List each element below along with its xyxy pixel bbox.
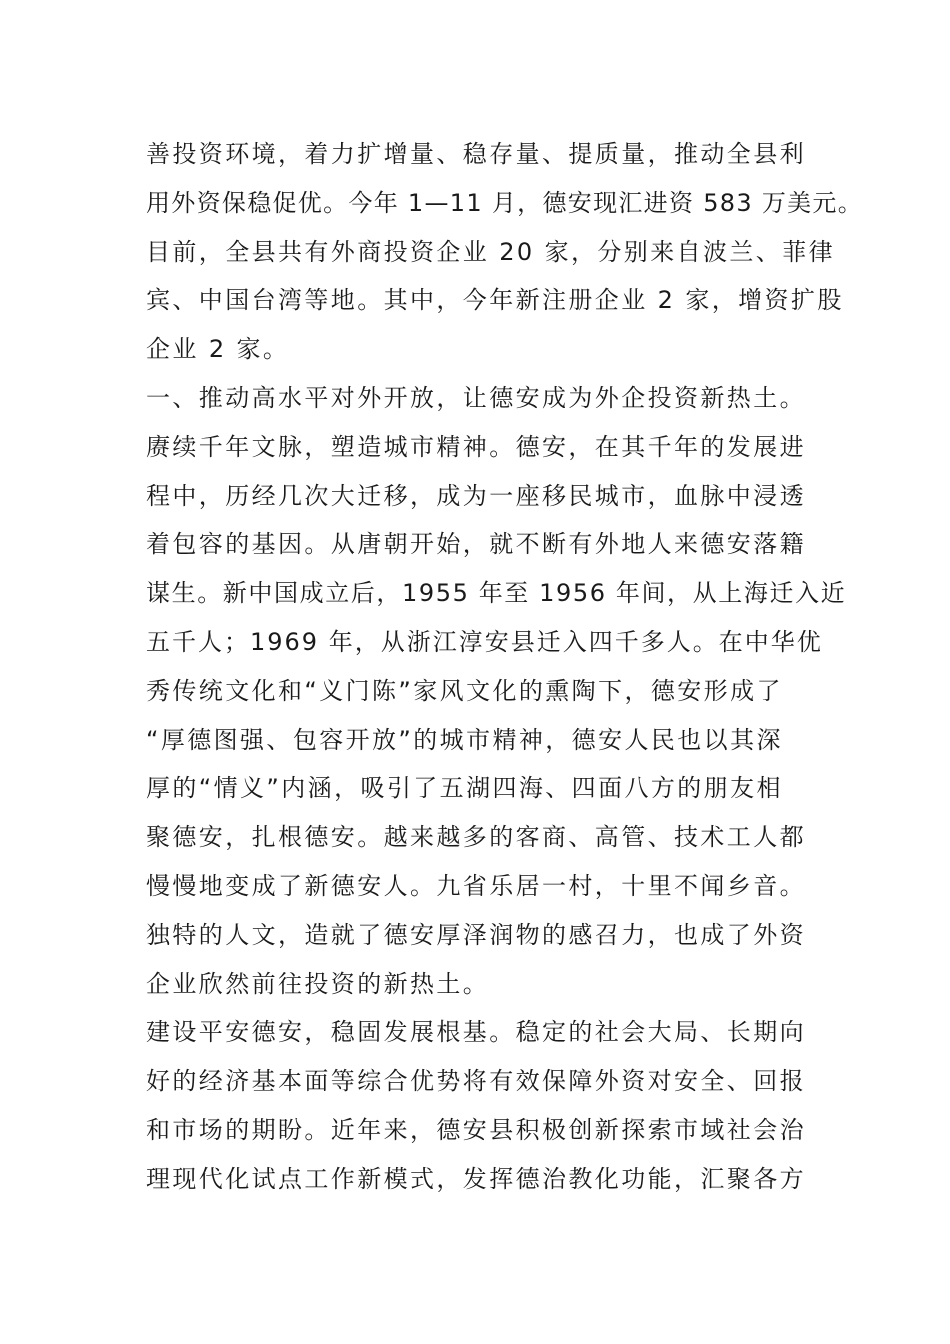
text-line: 赓续千年文脉，塑造城市精神。德安，在其千年的发展进 [146,432,806,461]
paragraph-investment-summary [146,130,864,374]
heading-line: 一、推动高水平对外开放，让德安成为外企投资新热土。 [146,383,806,412]
section-heading [146,374,816,423]
text-line: 目前，全县共有外商投资企业 20 家，分别来自波兰、菲律 [146,237,835,266]
text-line: 和市场的期盼。近年来，德安县积极创新探索市域社会治 [146,1115,806,1144]
text-line: 理现代化试点工作新模式，发挥德治教化功能，汇聚各方 [146,1164,806,1193]
text-line: 谋生。新中国成立后，1955 年至 1956 年间，从上海迁入近 [146,579,847,608]
text-line: 善投资环境，着力扩增量、稳存量、提质量，推动全县利 [146,140,806,168]
text-line: 用外资保稳促优。今年 1—11 月，德安现汇进资 583 万美元。 [146,188,864,217]
text-line: 建设平安德安，稳固发展根基。稳定的社会大局、长期向 [146,1018,806,1047]
text-line: 企业 2 家。 [146,335,290,364]
paragraph-safety [146,1008,816,1203]
text-line: 慢慢地变成了新德安人。九省乐居一村，十里不闻乡音。 [146,871,806,900]
text-line: “厚德图强、包容开放”的城市精神，德安人民也以其深 [146,725,783,754]
text-line: 企业欣然前往投资的新热土。 [146,969,490,998]
document-body [146,130,864,1204]
text-line: 宾、中国台湾等地。其中，今年新注册企业 2 家，增资扩股 [146,286,844,315]
text-line: 聚德安，扎根德安。越来越多的客商、高管、技术工人都 [146,823,806,852]
text-line: 好的经济基本面等综合优势将有效保障外资对安全、回报 [146,1067,806,1096]
paragraph-culture [146,423,847,1009]
text-line: 程中，历经几次大迁移，成为一座移民城市，血脉中浸透 [146,481,806,510]
text-line: 着包容的基因。从唐朝开始，就不断有外地人来德安落籍 [146,530,806,559]
text-line: 厚的“情义”内涵，吸引了五湖四海、四面八方的朋友相 [146,774,783,803]
text-line: 独特的人文，造就了德安厚泽润物的感召力，也成了外资 [146,920,806,949]
text-line: 五千人；1969 年，从浙江淳安县迁入四千多人。在中华优 [146,627,823,656]
text-line: 秀传统文化和“义门陈”家风文化的熏陶下，德安形成了 [146,676,783,705]
